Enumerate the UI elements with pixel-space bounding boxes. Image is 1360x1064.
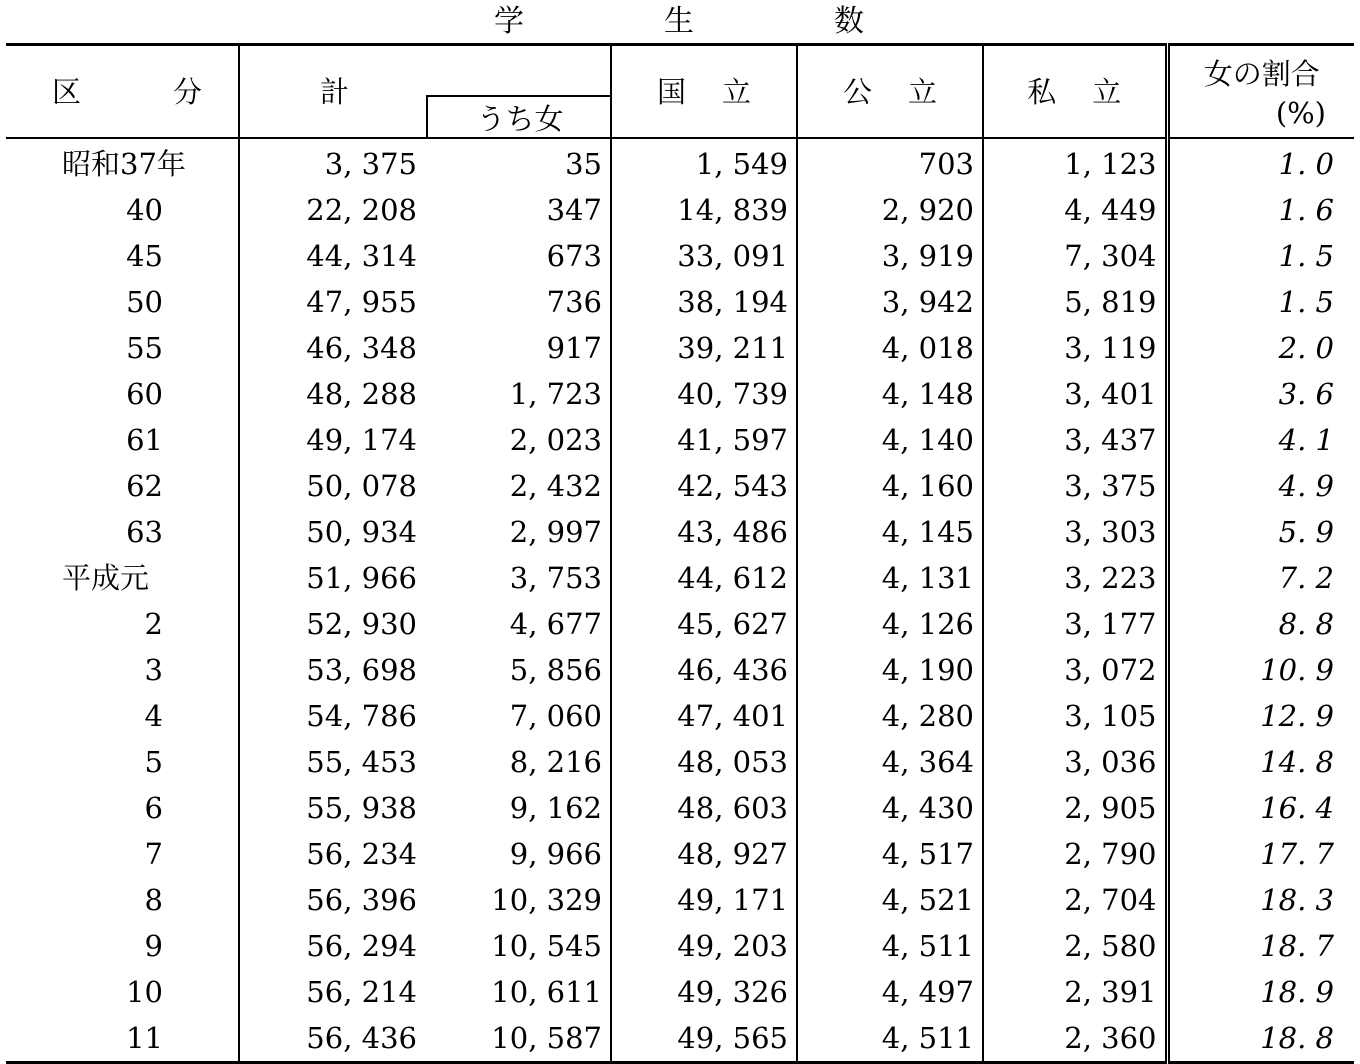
cell-women: 8, 216 bbox=[509, 745, 602, 779]
cell-private: 3, 072 bbox=[983, 647, 1167, 693]
cell-ratio: 18. 3 bbox=[1167, 877, 1354, 923]
cell-ratio: 1. 5 bbox=[1167, 233, 1354, 279]
cell-national: 49, 565 bbox=[611, 1015, 797, 1063]
table-row bbox=[6, 693, 1354, 739]
cell-total: 56, 294 bbox=[239, 923, 425, 969]
header-public-label: 公立 bbox=[842, 75, 973, 109]
row-label: 45 bbox=[126, 239, 163, 273]
cell-public: 4, 280 bbox=[797, 693, 983, 739]
row-label: 55 bbox=[126, 331, 163, 365]
table-row bbox=[6, 509, 1354, 555]
cell-private: 1, 123 bbox=[983, 138, 1167, 187]
cell-private: 3, 437 bbox=[983, 417, 1167, 463]
cell-private: 4, 449 bbox=[983, 187, 1167, 233]
row-label: 平成元 bbox=[62, 561, 150, 595]
cell-total: 51, 966 bbox=[239, 555, 425, 601]
table-row bbox=[6, 555, 1354, 601]
cell-ratio: 10. 9 bbox=[1167, 647, 1354, 693]
cell-national: 49, 326 bbox=[611, 969, 797, 1015]
row-label: 40 bbox=[126, 193, 163, 227]
cell-total: 3, 375 bbox=[239, 138, 425, 187]
cell-private: 3, 119 bbox=[983, 325, 1167, 371]
title-char-3: 数 bbox=[834, 4, 864, 39]
table-row bbox=[6, 831, 1354, 877]
cell-ratio: 18. 7 bbox=[1167, 923, 1354, 969]
cell-public: 3, 942 bbox=[797, 279, 983, 325]
row-label: 6 bbox=[144, 791, 163, 825]
table-row bbox=[6, 187, 1354, 233]
cell-private: 3, 303 bbox=[983, 509, 1167, 555]
cell-public: 4, 148 bbox=[797, 371, 983, 417]
row-label: 11 bbox=[126, 1021, 163, 1055]
cell-ratio: 4. 1 bbox=[1167, 417, 1354, 463]
cell-private: 3, 036 bbox=[983, 739, 1167, 785]
header-national-label: 国立 bbox=[656, 75, 787, 109]
header-ratio-line1: 女の割合 bbox=[1203, 57, 1320, 91]
cell-total: 47, 955 bbox=[239, 279, 425, 325]
cell-total: 55, 453 bbox=[239, 739, 425, 785]
cell-ratio: 1. 0 bbox=[1167, 138, 1354, 187]
page-title bbox=[0, 2, 1360, 42]
row-label: 昭和37年 bbox=[62, 147, 186, 181]
cell-ratio: 1. 6 bbox=[1167, 187, 1354, 233]
cell-private: 2, 905 bbox=[983, 785, 1167, 831]
cell-national: 43, 486 bbox=[611, 509, 797, 555]
row-label: 3 bbox=[144, 653, 163, 687]
cell-total: 48, 288 bbox=[239, 371, 425, 417]
cell-women: 673 bbox=[546, 239, 602, 273]
cell-public: 4, 140 bbox=[797, 417, 983, 463]
title-char-1: 学 bbox=[494, 4, 524, 39]
table-row bbox=[6, 233, 1354, 279]
cell-ratio: 12. 9 bbox=[1167, 693, 1354, 739]
row-label: 60 bbox=[126, 377, 163, 411]
cell-national: 41, 597 bbox=[611, 417, 797, 463]
header-private bbox=[983, 45, 1167, 139]
cell-total: 49, 174 bbox=[239, 417, 425, 463]
cell-public: 4, 131 bbox=[797, 555, 983, 601]
cell-national: 49, 171 bbox=[611, 877, 797, 923]
cell-public: 4, 517 bbox=[797, 831, 983, 877]
cell-public: 4, 160 bbox=[797, 463, 983, 509]
table-row bbox=[6, 969, 1354, 1015]
cell-private: 3, 177 bbox=[983, 601, 1167, 647]
cell-ratio: 17. 7 bbox=[1167, 831, 1354, 877]
cell-public: 4, 521 bbox=[797, 877, 983, 923]
row-label: 10 bbox=[126, 975, 163, 1009]
cell-private: 2, 580 bbox=[983, 923, 1167, 969]
header-public bbox=[797, 45, 983, 139]
row-label: 8 bbox=[144, 883, 163, 917]
header-private-label: 私立 bbox=[1027, 75, 1158, 109]
cell-national: 48, 053 bbox=[611, 739, 797, 785]
cell-ratio: 7. 2 bbox=[1167, 555, 1354, 601]
cell-ratio: 5. 9 bbox=[1167, 509, 1354, 555]
header-ratio-line2: (%) bbox=[1275, 96, 1326, 130]
cell-total: 56, 234 bbox=[239, 831, 425, 877]
table-row bbox=[6, 138, 1354, 187]
cell-women: 35 bbox=[565, 147, 602, 181]
cell-total: 54, 786 bbox=[239, 693, 425, 739]
cell-total: 56, 214 bbox=[239, 969, 425, 1015]
cell-national: 38, 194 bbox=[611, 279, 797, 325]
cell-public: 4, 190 bbox=[797, 647, 983, 693]
row-label: 9 bbox=[144, 929, 163, 963]
cell-ratio: 14. 8 bbox=[1167, 739, 1354, 785]
table-row bbox=[6, 785, 1354, 831]
header-ratio bbox=[1167, 45, 1354, 139]
cell-total: 55, 938 bbox=[239, 785, 425, 831]
cell-ratio: 1. 5 bbox=[1167, 279, 1354, 325]
cell-women: 2, 023 bbox=[509, 423, 602, 457]
cell-women: 10, 545 bbox=[491, 929, 602, 963]
cell-total: 56, 396 bbox=[239, 877, 425, 923]
students-table bbox=[6, 43, 1354, 1064]
cell-national: 42, 543 bbox=[611, 463, 797, 509]
cell-national: 48, 603 bbox=[611, 785, 797, 831]
cell-ratio: 8. 8 bbox=[1167, 601, 1354, 647]
row-label: 50 bbox=[126, 285, 163, 319]
table-row bbox=[6, 463, 1354, 509]
cell-ratio: 18. 8 bbox=[1167, 1015, 1354, 1063]
row-label: 61 bbox=[126, 423, 163, 457]
table-row bbox=[6, 371, 1354, 417]
cell-national: 40, 739 bbox=[611, 371, 797, 417]
cell-women: 9, 966 bbox=[509, 837, 602, 871]
header-women: うち女 bbox=[426, 95, 612, 139]
cell-national: 45, 627 bbox=[611, 601, 797, 647]
cell-public: 4, 145 bbox=[797, 509, 983, 555]
cell-women: 4, 677 bbox=[509, 607, 602, 641]
table-row bbox=[6, 739, 1354, 785]
cell-national: 46, 436 bbox=[611, 647, 797, 693]
cell-national: 48, 927 bbox=[611, 831, 797, 877]
table-row bbox=[6, 601, 1354, 647]
cell-total: 44, 314 bbox=[239, 233, 425, 279]
title-char-2: 生 bbox=[664, 4, 694, 39]
cell-public: 4, 364 bbox=[797, 739, 983, 785]
table-row bbox=[6, 923, 1354, 969]
cell-private: 5, 819 bbox=[983, 279, 1167, 325]
cell-private: 3, 375 bbox=[983, 463, 1167, 509]
table-row bbox=[6, 1015, 1354, 1063]
cell-total: 50, 934 bbox=[239, 509, 425, 555]
cell-private: 3, 223 bbox=[983, 555, 1167, 601]
cell-women: 736 bbox=[546, 285, 602, 319]
cell-total: 52, 930 bbox=[239, 601, 425, 647]
cell-total: 50, 078 bbox=[239, 463, 425, 509]
row-label: 7 bbox=[144, 837, 163, 871]
header-row bbox=[6, 45, 1354, 139]
header-total bbox=[239, 45, 611, 139]
table-row bbox=[6, 325, 1354, 371]
cell-women: 5, 856 bbox=[509, 653, 602, 687]
row-label: 63 bbox=[126, 515, 163, 549]
cell-total: 46, 348 bbox=[239, 325, 425, 371]
cell-public: 4, 511 bbox=[797, 1015, 983, 1063]
cell-total: 53, 698 bbox=[239, 647, 425, 693]
cell-women: 10, 587 bbox=[491, 1021, 602, 1055]
cell-national: 39, 211 bbox=[611, 325, 797, 371]
cell-private: 3, 105 bbox=[983, 693, 1167, 739]
cell-ratio: 4. 9 bbox=[1167, 463, 1354, 509]
cell-private: 2, 391 bbox=[983, 969, 1167, 1015]
cell-private: 7, 304 bbox=[983, 233, 1167, 279]
cell-women: 347 bbox=[546, 193, 602, 227]
cell-national: 14, 839 bbox=[611, 187, 797, 233]
cell-national: 49, 203 bbox=[611, 923, 797, 969]
cell-women: 1, 723 bbox=[509, 377, 602, 411]
row-label: 2 bbox=[144, 607, 163, 641]
cell-total: 56, 436 bbox=[239, 1015, 425, 1063]
table-row bbox=[6, 279, 1354, 325]
cell-ratio: 2. 0 bbox=[1167, 325, 1354, 371]
cell-ratio: 18. 9 bbox=[1167, 969, 1354, 1015]
row-label: 62 bbox=[126, 469, 163, 503]
header-kubun-a: 区 bbox=[52, 75, 82, 109]
header-kubun bbox=[6, 45, 239, 139]
cell-national: 44, 612 bbox=[611, 555, 797, 601]
cell-women: 10, 611 bbox=[491, 975, 602, 1009]
cell-public: 4, 018 bbox=[797, 325, 983, 371]
cell-women: 2, 997 bbox=[509, 515, 602, 549]
cell-national: 47, 401 bbox=[611, 693, 797, 739]
cell-public: 4, 497 bbox=[797, 969, 983, 1015]
cell-public: 3, 919 bbox=[797, 233, 983, 279]
table-row bbox=[6, 647, 1354, 693]
table-row bbox=[6, 877, 1354, 923]
header-kubun-b: 分 bbox=[172, 75, 202, 109]
cell-public: 4, 511 bbox=[797, 923, 983, 969]
cell-total: 22, 208 bbox=[239, 187, 425, 233]
cell-women: 9, 162 bbox=[509, 791, 602, 825]
cell-public: 4, 430 bbox=[797, 785, 983, 831]
header-national bbox=[611, 45, 797, 139]
header-kei: 計 bbox=[320, 75, 350, 109]
cell-private: 2, 360 bbox=[983, 1015, 1167, 1063]
cell-women: 7, 060 bbox=[509, 699, 602, 733]
cell-private: 3, 401 bbox=[983, 371, 1167, 417]
cell-women: 10, 329 bbox=[491, 883, 602, 917]
table-row bbox=[6, 417, 1354, 463]
cell-national: 33, 091 bbox=[611, 233, 797, 279]
cell-ratio: 16. 4 bbox=[1167, 785, 1354, 831]
row-label: 5 bbox=[144, 745, 163, 779]
cell-public: 703 bbox=[797, 138, 983, 187]
cell-women: 917 bbox=[546, 331, 602, 365]
cell-women: 2, 432 bbox=[509, 469, 602, 503]
cell-national: 1, 549 bbox=[611, 138, 797, 187]
cell-public: 4, 126 bbox=[797, 601, 983, 647]
cell-private: 2, 790 bbox=[983, 831, 1167, 877]
cell-private: 2, 704 bbox=[983, 877, 1167, 923]
cell-women: 3, 753 bbox=[509, 561, 602, 595]
row-label: 4 bbox=[144, 699, 163, 733]
cell-ratio: 3. 6 bbox=[1167, 371, 1354, 417]
cell-public: 2, 920 bbox=[797, 187, 983, 233]
